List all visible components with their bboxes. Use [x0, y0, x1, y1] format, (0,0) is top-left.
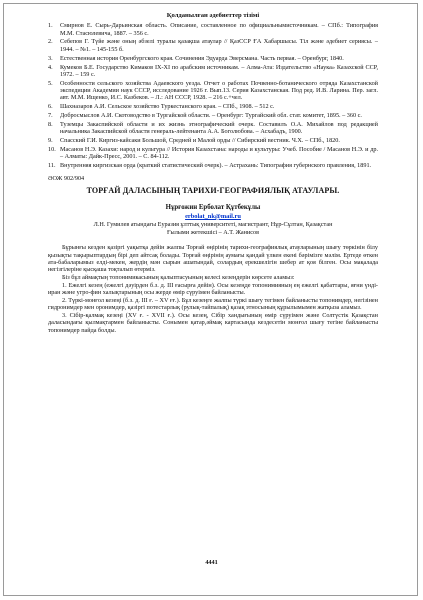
reference-text: Добросмыслов А.И. Скотоводство в Тургайской области. – Оренбург: Тургайский обл. стат. комитет, 1895. – 360 с.: [60, 112, 362, 120]
body-paragraph: 3. Сібір-қалмақ кезеңі (XV ғ. - XVII ғ.). Осы кезең, Сібір хандығының өмір сүруімен және Солтүстік Қазақстан даласындағы қылмақтармен байланысты. Сонымен қатар,әймақ картасында кездесетін монғол шығу тегіне байланысты топонимдер пайда болды.: [48, 312, 378, 334]
body-paragraph: 1. Ежелгі кезең (ежелгі дәуірден б.з. д. III ғасырға дейін). Осы кезеңде топонимияның ең ежелгі қабаттары, яғни үнді-иран және угро-фин халықтарының осы жерде өмір сүруімен байланысты.: [48, 281, 378, 297]
reference-text: Себепов Г. Түйе және оның əбзелі туралы қазақша атаулар // ҚазССР ҒА Хабаршысы. Тіл және әдебиет сериясы. – 1944. – №1. – 145-155 б.: [60, 38, 378, 53]
reference-number: 5.: [48, 79, 53, 87]
reference-text: Внутренняя киргизская орда (краткий статистический очерк). – Астрахань: Типография губернского правления, 1891.: [60, 162, 372, 170]
reference-item: [48, 162, 378, 169]
reference-number: 1.: [48, 22, 53, 30]
reference-item: [48, 137, 378, 144]
reference-text: Шахназаров А.И. Сельское хозяйство Туркестанского края. – СПб., 1908. – 512 с.: [60, 103, 275, 111]
reference-item: [48, 103, 378, 110]
reference-number: 6.: [48, 103, 53, 111]
reference-item: [48, 38, 378, 53]
body-paragraph: Біз бұл аймақтың топонимикасының қалыптасуының келесі кезеңдерін көрсете аламыз:: [62, 274, 295, 282]
references-title: Қолданылған әдебиеттер тізімі: [166, 12, 260, 19]
reference-text: Спасский Г.И. Киргиз-кайсаки Большой, Средней и Малой орды // Сибирский вестник. Ч.Х. – СПб., 1820.: [60, 137, 340, 145]
reference-item: [48, 121, 378, 136]
udk-code: ӘОЖ 902/904: [48, 174, 85, 182]
reference-text: Особенности сельского хозяйства Адаевского уезда. Отчет о работах Почвенно-ботанического отряда Казахстанской экспедиции Академии наук СССР, исследование 1926 г. Вып.13. Серия Казахстанская. Под ред. И.В. Ларина. Пер. загл. авт. М.М. Ищенко, И.С. Казбеков. – Л.: АН СССР, 1928. – 216 с.+чел.: [60, 79, 378, 102]
reference-item: [48, 80, 378, 102]
reference-item: [48, 112, 378, 119]
article-title: ТОРҒАЙ ДАЛАСЫНЫҢ ТАРИХИ-ГЕОГРАФИЯЛЫҚ АТАУЛАРЫ.: [86, 185, 340, 195]
reference-number: 7.: [48, 112, 53, 120]
reference-number: 8.: [48, 121, 53, 129]
page-number: 4441: [205, 559, 218, 566]
author-name: Нұрғожин Ерболат Құтбекұлы: [165, 204, 261, 212]
reference-number: 11.: [48, 162, 56, 170]
author-email-link[interactable]: erbolat_nk@mail.ru: [185, 212, 241, 220]
reference-text: Кумеков Б.Е. Государство Кимаков IX-XI по арабским источникам. – Алма-Ата: Издательство «Наука» Казахской ССР, 1972. – 159 с.: [60, 63, 378, 78]
body-paragraph: 2. Түркі-монғол кезеңі (б.з. д. III ғ. – XV ғғ.). Бұл кезеңге жалпы түркі шығу тегімен байланысты топонимдер, негізінен гидронимдер мен оронимдер, қазіргі потестарлық (рулық-тайпалық) қазақ этносының құрылымымен жатқыза аламыз.: [48, 296, 378, 312]
reference-text: Туземцы Закаспийской области и их жизнь этнографический очерк. Составилъ О.А. Михайлов под редакцией начальника Закаспийской области генераль-лейтенанта А.А. Боголюбова. – Асхабадъ, 1900.: [60, 121, 378, 136]
reference-item: [48, 22, 378, 37]
reference-number: 9.: [48, 137, 53, 145]
author-affiliation: Л.Н. Гумилев атындағы Еуразия ұлттық университеті, магистрант, Нұр-Сұлтан, Қазақстан: [93, 220, 333, 228]
reference-number: 3.: [48, 54, 53, 62]
reference-text: Масанов Н.Э. Казахи: народ и культура // История Казахстана: народы и культуры: Учеб. Пособие / Масанов Н.Э. и др. – Алматы: Дайк-Пресс, 2001. – С. 84-112.: [60, 146, 378, 161]
reference-item: [48, 146, 378, 161]
reference-item: [48, 55, 378, 62]
reference-item: [48, 64, 378, 79]
references-list: [48, 22, 378, 169]
page-content: [48, 12, 378, 334]
reference-text: Смирнов Е. Сырь-Дарьинская область. Описание, составленное по официальнымисточникам. – СПб.: Типография М.М. Стасюлевича, 1887. – 356 с.: [60, 22, 378, 37]
reference-number: 2.: [48, 38, 53, 46]
article-body: [48, 244, 378, 334]
reference-text: Естественная история Оренбургского края. Сочинения Эдуарда Эверсмана. Часть первая. – Оренбург, 1840.: [60, 54, 344, 62]
reference-number: 10.: [48, 146, 56, 154]
supervisor-line: Ғылыми жетекшісі – А.Т. Жанисов: [166, 229, 260, 237]
body-paragraph: Бұрынғы кезден қазіргі уақытқа дейін жалпы Торғай өңірінің тарихи-географиялық атауларының шығу төркінін білу қызықты тақырыптардың бірі деп айтсақ болады. Торғай өңірінің аумағы қандай үлкен екені бәрімізге мәлім. Ертеде өткен ата-бабаларымыз елді-мекен, жердің мән сырын ашатындай, солардың ерекшелігін шебер ат қоя білген. Осы мақалада негізгілеріне қысқаша тоқталып өтерміз.: [48, 244, 378, 274]
reference-number: 4.: [48, 63, 53, 71]
